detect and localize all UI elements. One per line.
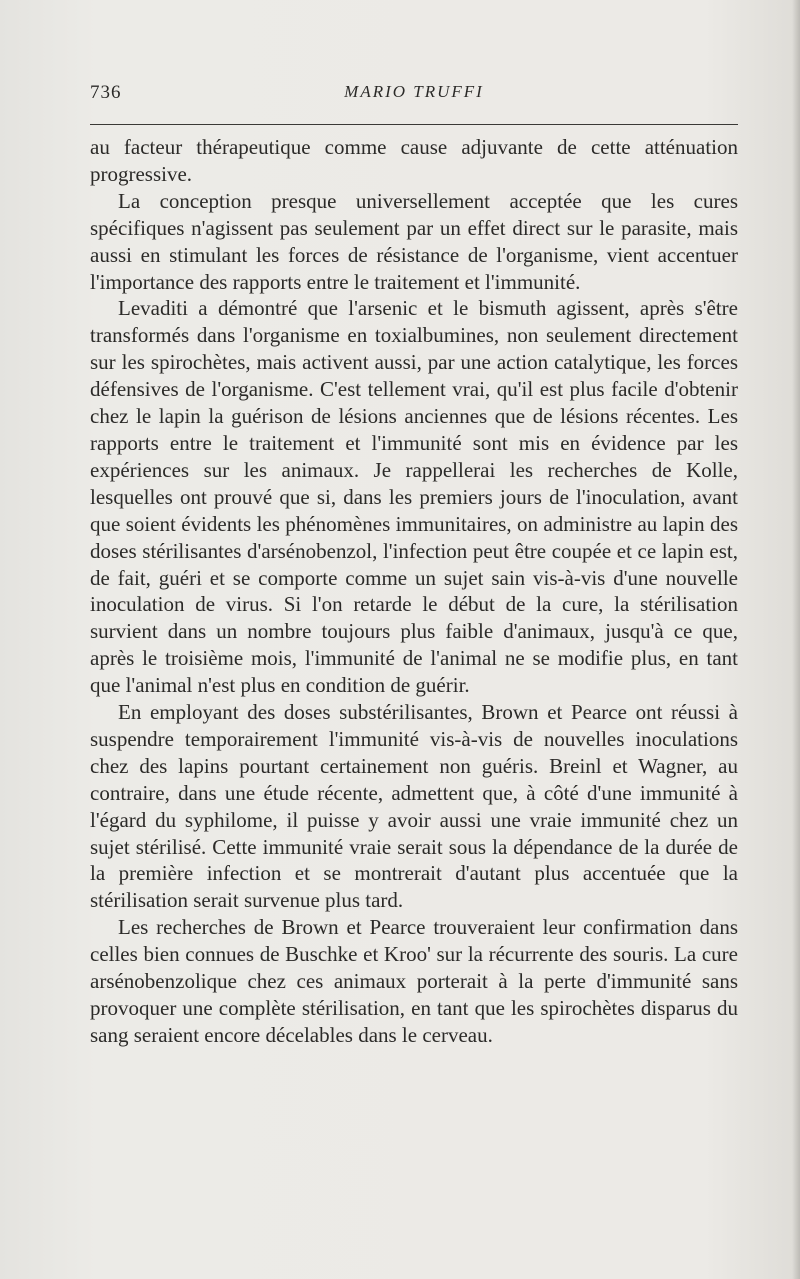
paragraph-3: Levaditi a démontré que l'arsenic et le bismuth agissent, après s'être transformés dans l'organisme en toxialbumines, non seulement directement sur les spirochètes, mais activent aussi, par une action catalytique, les forces défensives de l'organisme. C'est tellement vrai, qu'il est plus facile d'obtenir chez le lapin la guérison de lésions anciennes que de lésions récentes. Les rapports entre le traitement et l'immunité sont mis en évidence par les expériences sur les animaux. Je rappellerai les recherches de Kolle, lesquelles ont prouvé que si, dans les premiers jours de l'inoculation, avant que soient évidents les phénomènes immunitaires, on administre au lapin des doses stérilisantes d'arsénobenzol, l'infection peut être coupée et ce lapin est, de fait, guéri et se comporte comme un sujet sain vis-à-vis d'une nouvelle inoculation de virus. Si l'on retarde le début de la cure, la stérilisation survient dans un nombre toujours plus faible d'animaux, jusqu'à ce que, après le troisième mois, l'immunité de l'animal ne se modifie plus, en tant que l'animal n'est plus en condition de guérir. — [90, 296, 738, 698]
paragraph-4: En employant des doses substérilisantes, Brown et Pearce ont réussi à suspendre temporairement l'immunité vis-à-vis de nouvelles inoculations chez des lapins pourtant certainement non guéris. Breinl et Wagner, au contraire, dans une étude récente, admettent que, à côté d'une immunité à l'égard du syphilome, il puisse y avoir aussi une vraie immunité chez un sujet stérilisé. Cette immunité vraie serait sous la dépendance de la durée de la première infection et se montrerait d'autant plus accentuée que la stérilisation serait survenue plus tard. — [90, 700, 738, 913]
paragraph-1: au facteur thérapeutique comme cause adjuvante de cette atténuation progressive. — [90, 135, 738, 186]
header-rule — [90, 124, 738, 125]
page-header — [90, 82, 738, 112]
page-number: 736 — [90, 82, 122, 103]
body-text — [90, 134, 738, 1049]
paragraph-2: La conception presque universellement acceptée que les cures spécifiques n'agissent pas seulement par un effet direct sur le parasite, mais aussi en stimulant les forces de résistance de l'organisme, vient accentuer l'importance des rapports entre le traitement et l'immunité. — [90, 188, 738, 294]
paragraph-5: Les recherches de Brown et Pearce trouveraient leur confirmation dans celles bien connues de Buschke et Kroo' sur la récurrente des souris. La cure arsénobenzolique chez ces animaux porterait à la perte d'immunité sans provoquer une complète stérilisation, en tant que les spirochètes disparus du sang seraient encore décelables dans le cerveau. — [90, 915, 738, 1047]
running-head: MARIO TRUFFI — [344, 82, 484, 101]
page-edge-shadow — [792, 0, 800, 1279]
